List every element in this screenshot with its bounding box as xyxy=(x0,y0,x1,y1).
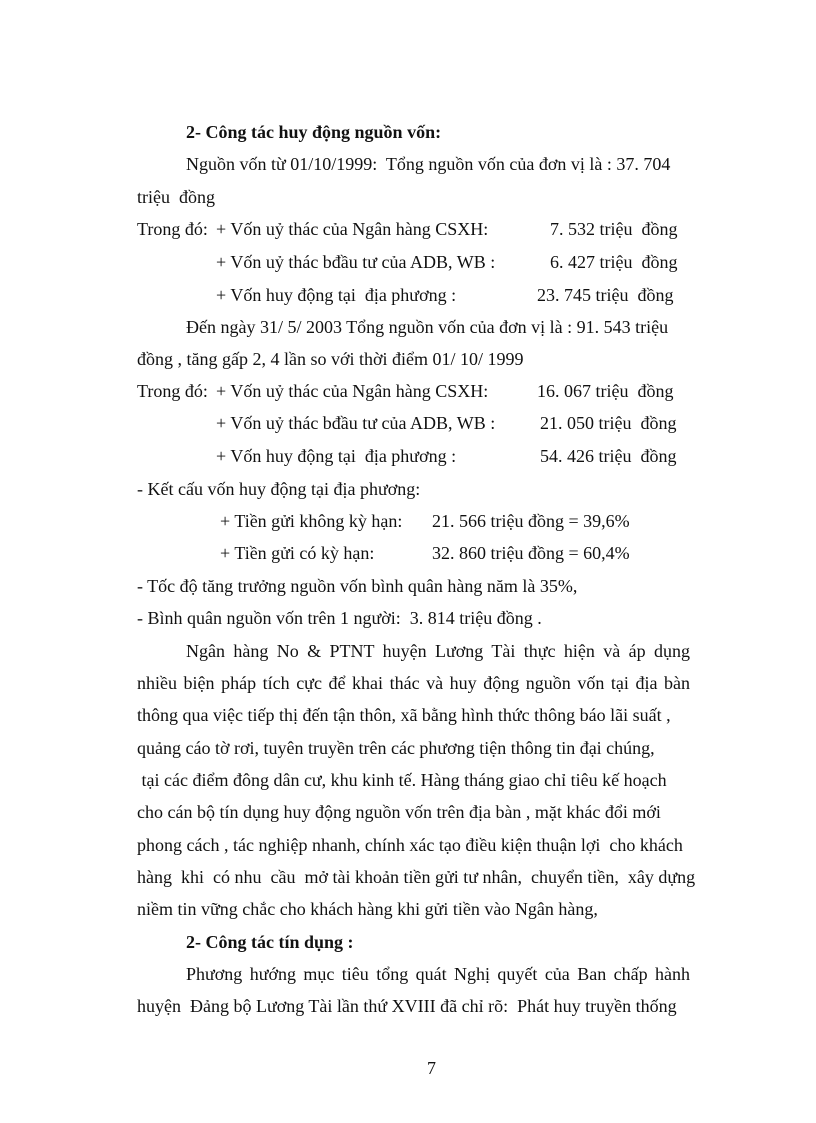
section-heading-funds: 2- Công tác huy động nguồn vốn: xyxy=(186,122,442,142)
deposit-demand-label: + Tiền gửi không kỳ hạn: xyxy=(220,511,403,531)
per-person-line: - Bình quân nguồn vốn trên 1 người: 3. 814 triệu đồng . xyxy=(137,608,542,628)
breakdown2-label: + Vốn huy động tại địa phương : xyxy=(216,446,457,466)
breakdown2-label: + Vốn uỷ thác bđầu tư của ADB, WB : xyxy=(216,413,496,433)
deposit-demand-value: 21. 566 triệu đồng = 39,6% xyxy=(432,511,630,531)
section-heading-credit: 2- Công tác tín dụng : xyxy=(186,932,354,952)
funds-line-1: Nguồn vốn từ 01/10/1999: Tổng nguồn vốn của đơn vị là : 37. 704 xyxy=(186,154,671,174)
breakdown2-label: + Vốn uỷ thác của Ngân hàng CSXH: xyxy=(216,381,489,401)
growth-rate-line: - Tốc độ tăng trưởng nguồn vốn bình quân hàng năm là 35%, xyxy=(137,576,578,596)
breakdown1-prefix: Trong đó: xyxy=(137,219,213,239)
deposit-term-value: 32. 860 triệu đồng = 60,4% xyxy=(432,543,630,563)
funds-line-2: triệu đồng xyxy=(137,187,215,207)
breakdown1-value: 7. 532 triệu đồng xyxy=(550,219,678,239)
breakdown1-label: + Vốn uỷ thác bđầu tư của ADB, WB : xyxy=(216,252,496,272)
paragraph-line: thông qua việc tiếp thị đến tận thôn, xã bằng hình thức thông báo lãi suất , xyxy=(137,705,671,725)
breakdown2-value: 16. 067 triệu đồng xyxy=(537,381,674,401)
funds-line-4: đồng , tăng gấp 2, 4 lần so với thời điểm 01/ 10/ 1999 xyxy=(137,349,524,369)
breakdown1-value: 23. 745 triệu đồng xyxy=(537,285,674,305)
paragraph-line: niềm tin vững chắc cho khách hàng khi gửi tiền vào Ngân hàng, xyxy=(137,899,598,919)
paragraph-line: nhiều biện pháp tích cực để khai thác và huy động nguồn vốn tại địa bàn xyxy=(137,673,690,693)
paragraph-line: cho cán bộ tín dụng huy động nguồn vốn trên địa bàn , mặt khác đổi mới xyxy=(137,802,661,822)
funds-line-3: Đến ngày 31/ 5/ 2003 Tổng nguồn vốn của đơn vị là : 91. 543 triệu xyxy=(186,317,669,337)
paragraph-line: quảng cáo tờ rơi, tuyên truyền trên các phương tiện thông tin đại chúng, xyxy=(137,738,655,758)
breakdown2-value: 21. 050 triệu đồng xyxy=(540,413,677,433)
credit-line-1: Phương hướng mục tiêu tổng quát Nghị quyết của Ban chấp hành xyxy=(186,964,690,984)
breakdown1-value: 6. 427 triệu đồng xyxy=(550,252,678,272)
breakdown1-label: + Vốn huy động tại địa phương : xyxy=(216,285,457,305)
paragraph-line: Ngân hàng No & PTNT huyện Lương Tài thực hiện và áp dụng xyxy=(186,641,690,661)
credit-line-2: huyện Đảng bộ Lương Tài lần thứ XVIII đã chỉ rõ: Phát huy truyền thống xyxy=(137,996,677,1016)
breakdown2-prefix: Trong đó: xyxy=(137,381,213,401)
deposit-term-label: + Tiền gửi có kỳ hạn: xyxy=(220,543,375,563)
structure-heading: - Kết cấu vốn huy động tại địa phương: xyxy=(137,479,421,499)
paragraph-line: tại các điểm đông dân cư, khu kinh tế. Hàng tháng giao chỉ tiêu kế hoạch xyxy=(137,770,667,790)
breakdown1-label: + Vốn uỷ thác của Ngân hàng CSXH: xyxy=(216,219,489,239)
breakdown2-value: 54. 426 triệu đồng xyxy=(540,446,677,466)
page-number: 7 xyxy=(427,1058,436,1078)
paragraph-line: hàng khi có nhu cầu mở tài khoản tiền gửi tư nhân, chuyển tiền, xây dựng xyxy=(137,867,696,887)
paragraph-line: phong cách , tác nghiệp nhanh, chính xác tạo điều kiện thuận lợi cho khách xyxy=(137,835,683,855)
